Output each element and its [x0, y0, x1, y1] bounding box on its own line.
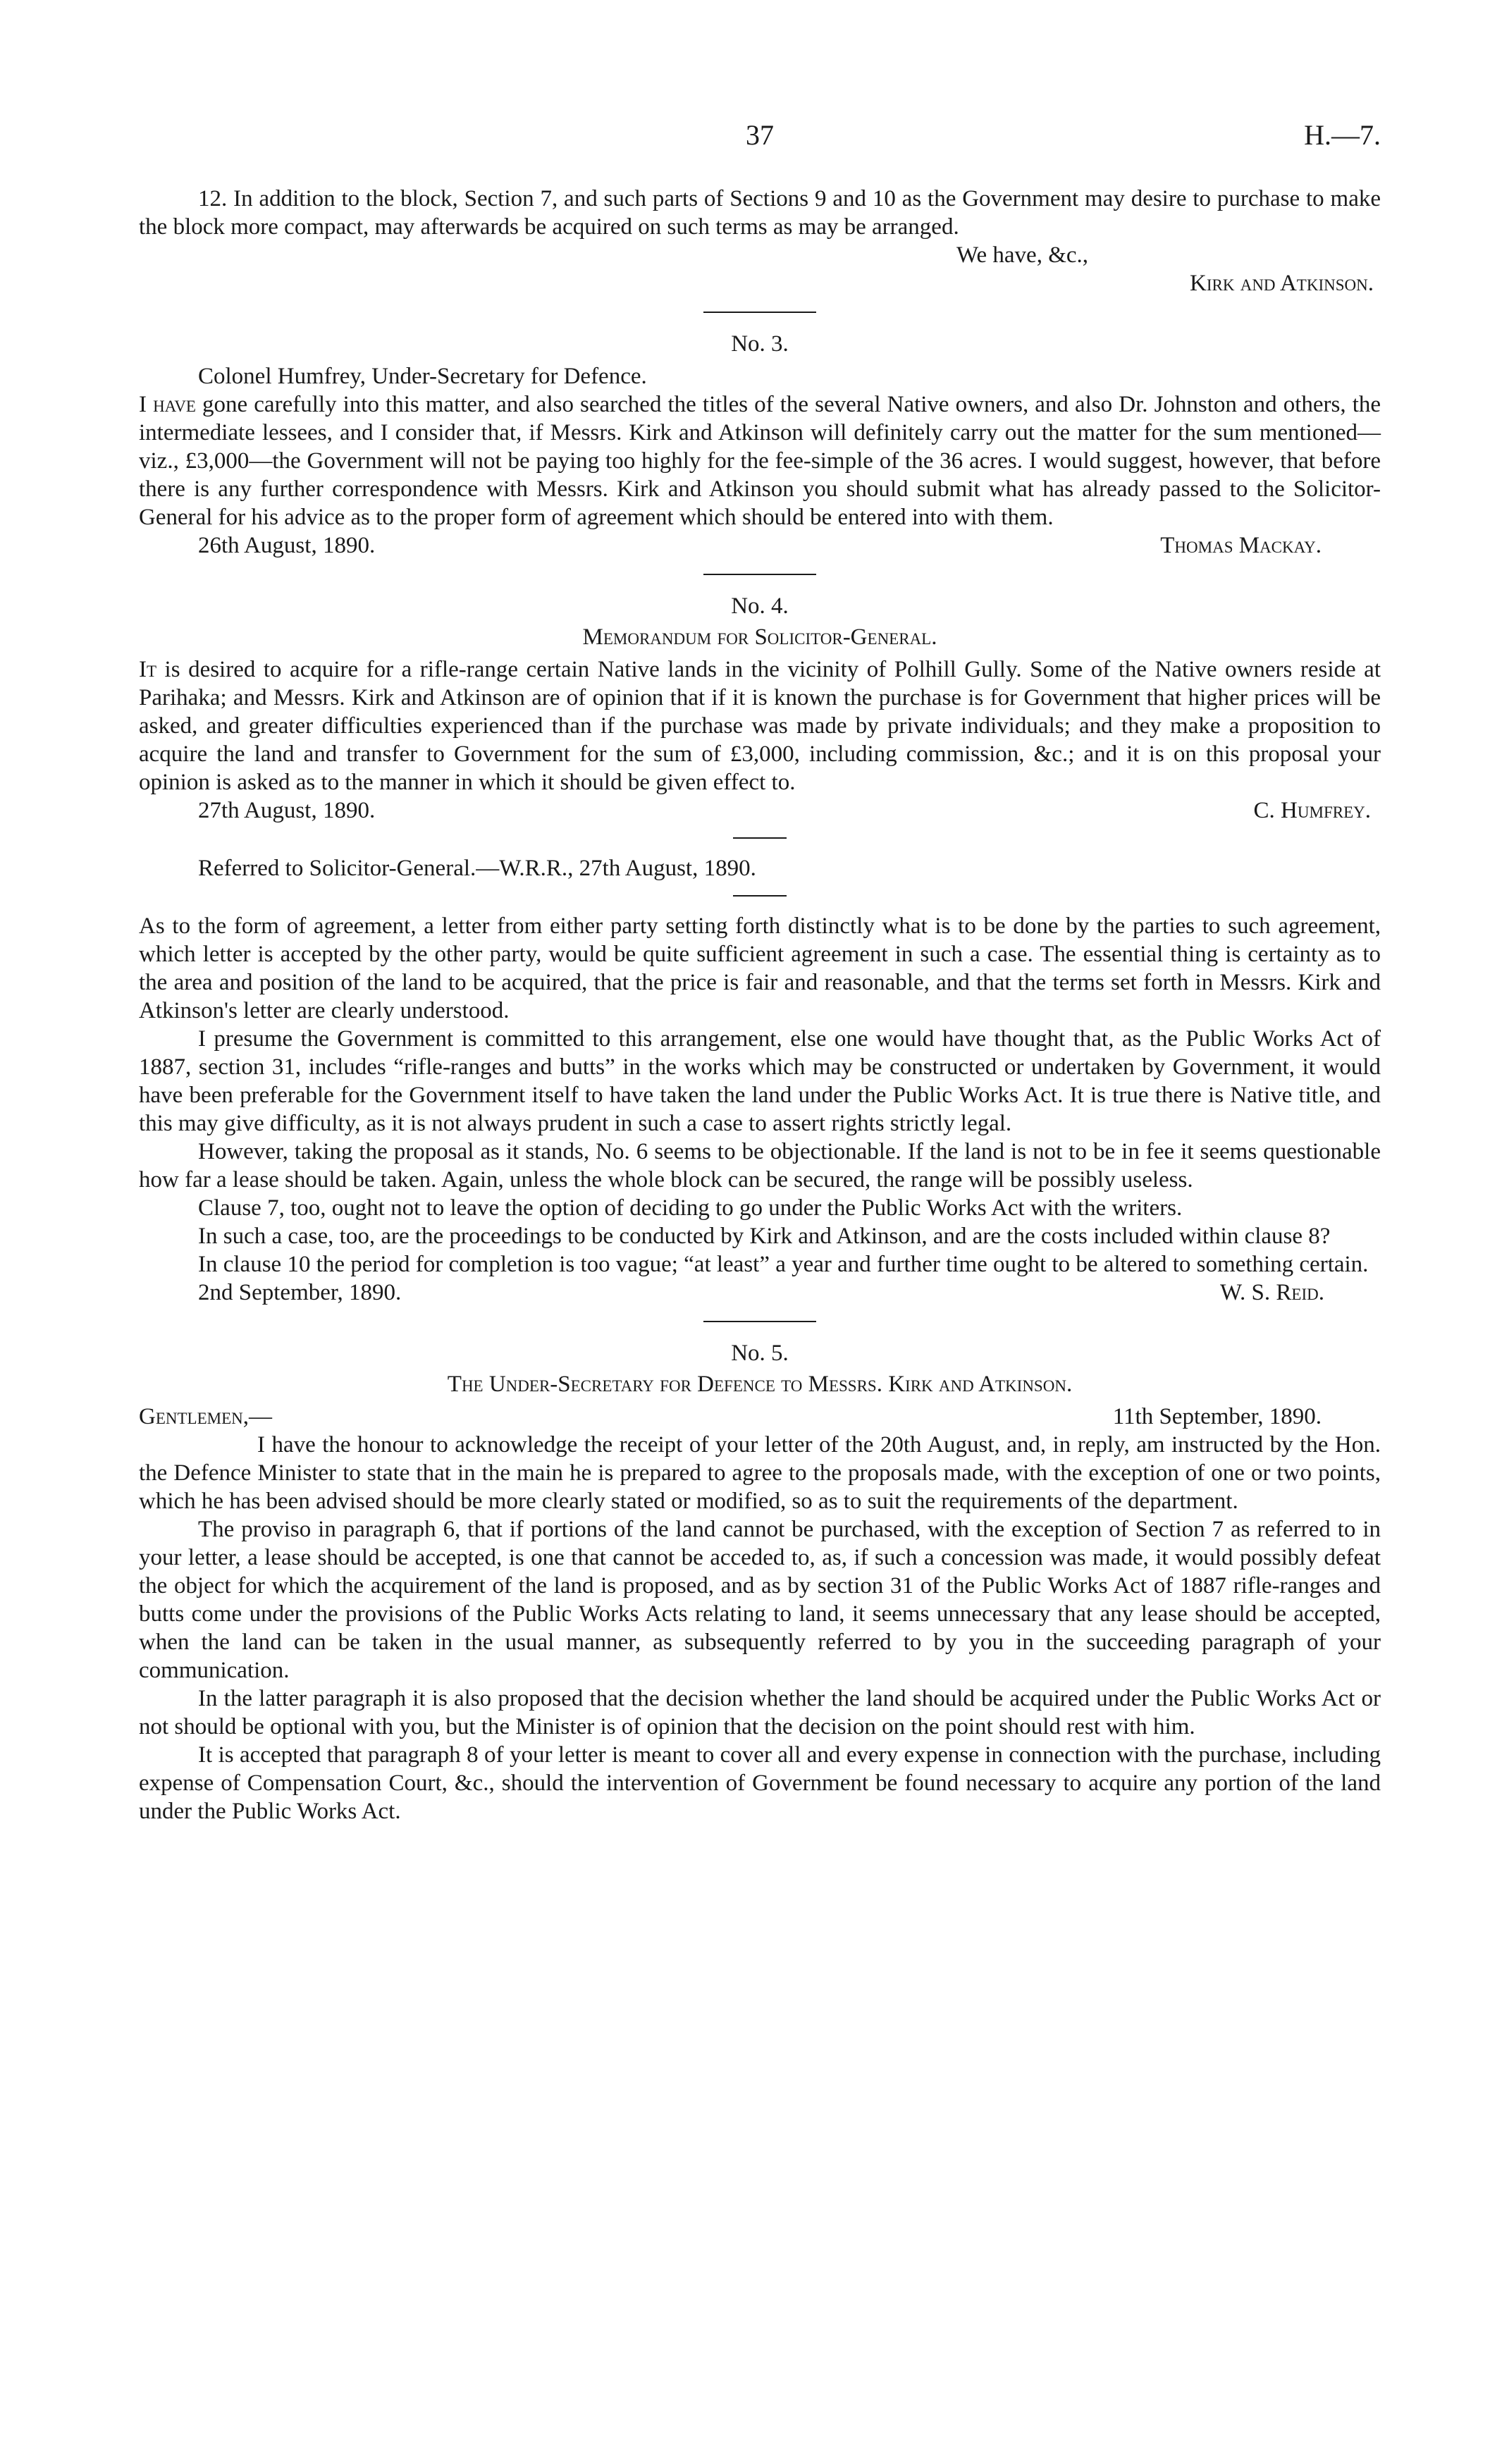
- no4-title: Memorandum for Solicitor-General.: [582, 624, 937, 650]
- no4-signature: C. Humfrey.: [1253, 798, 1371, 823]
- page-number: 37: [746, 119, 774, 151]
- opinion-paragraph: I presume the Government is committed to this arrangement, else one would have thought that, as the Public Works Act of 1887, section 31, includes “rifle-ranges and butts” in the works which may be constructed or undertaken by Government, it would have been preferable for the Government itself to have taken the land under the Public Works Act. It is true there is Native title, and this may give difficulty, as it is not always prudent in such a case to assert rights strictly legal.: [139, 1026, 1381, 1136]
- section-divider: [703, 312, 816, 313]
- page-header: [139, 118, 1381, 154]
- no3-body: [139, 390, 1381, 531]
- no3-signoff: [139, 531, 1381, 560]
- no3-date: 26th August, 1890.: [198, 533, 376, 558]
- no3-text: gone carefully into this matter, and also searched the titles of the several Native owners, and also Dr. Johnston and others, the intermediate lessees, and I consider that, if Messrs. Kirk and Atkinson will definitely carry out the matter for the sum mentioned—viz., £3,000—the Government will not be paying too highly for the fee-simple of the 36 acres. I would suggest, however, that before there is any further correspondence with Messrs. Kirk and Atkinson you should submit what has already passed to the Solicitor-General for his advice as to the proper form of agreement which should be entered into with them.: [139, 392, 1381, 530]
- paragraph-12: 12. In addition to the block, Section 7, and such parts of Sections 9 and 10 as the Government may desire to purchase to make the block more compact, may afterwards be acquired on such terms as may be arranged.: [139, 186, 1381, 240]
- no3-addressee: Colonel Humfrey, Under-Secretary for Defence.: [198, 364, 647, 389]
- no3-lead: I have: [139, 392, 196, 417]
- no5-date: 11th September, 1890.: [1112, 1404, 1322, 1429]
- no5-salutation-row: [139, 1403, 1381, 1431]
- no3-signature: Thomas Mackay.: [1160, 533, 1322, 558]
- opinion-signoff: [139, 1279, 1381, 1307]
- page-content: [139, 185, 1381, 1825]
- minor-divider: [733, 837, 787, 839]
- no4-date: 27th August, 1890.: [198, 798, 376, 823]
- no4-body: [139, 655, 1381, 796]
- no4-signoff: [139, 796, 1381, 825]
- no5-heading: No. 5.: [731, 1341, 789, 1366]
- section-divider: [703, 1321, 816, 1322]
- no5-title: The Under-Secretary for Defence to Messrs. Kirk and Atkinson.: [447, 1372, 1073, 1397]
- section-divider: [703, 574, 816, 575]
- minor-divider: [733, 895, 787, 897]
- letter-paragraph: The proviso in paragraph 6, that if portions of the land cannot be purchased, with the exception of Section 7 as referred to in your letter, a lease should be accepted, is one that cannot be acceded to, as, if such a concession was made, it would possibly defeat the object for which the acquirement of the land is proposed, and as by section 31 of the Public Works Act of 1887 rifle-ranges and butts come under the provisions of the Public Works Acts relating to land, it seems unnecessary that any lease should be accepted, when the land can be taken in the usual manner, as subsequently referred to by you in the succeeding paragraph of your communication.: [139, 1517, 1381, 1683]
- letter-paragraph: It is accepted that paragraph 8 of your letter is meant to cover all and every expense in connection with the purchase, including expense of Compensation Court, &c., should the intervention of Government be found necessary to acquire any portion of the land under the Public Works Act.: [139, 1742, 1381, 1824]
- letter-paragraph: I have the honour to acknowledge the receipt of your letter of the 20th August, and, in reply, am instructed by the Hon. the Defence Minister to state that in the main he is prepared to agree to the proposals made, with the exception of one or two points, which he has been advised should be more clearly stated or modified, so as to suit the requirements of the department.: [139, 1432, 1381, 1514]
- no4-heading: No. 4.: [731, 593, 789, 619]
- opinion-paragraph: As to the form of agreement, a letter from either party setting forth distinctly what is to be done by the parties to such agreement, which letter is accepted by the other party, would be quite sufficient agreement in such a case. The essential thing is certainty as to the area and position of the land to be acquired, that the price is fair and reasonable, and that the terms set forth in Messrs. Kirk and Atkinson's letter are clearly understood.: [139, 913, 1381, 1023]
- opinion-paragraph: In clause 10 the period for completion is too vague; “at least” a year and further time ought to be altered to something certain.: [198, 1252, 1369, 1277]
- no4-lead: It: [139, 657, 157, 682]
- no3-heading: No. 3.: [731, 331, 789, 357]
- no4-text: is desired to acquire for a rifle-range certain Native lands in the vicinity of Polhill Gully. Some of the Native owners reside at Parihaka; and Messrs. Kirk and Atkinson are of opinion that if it is known the purchase is for Government that higher prices will be asked, and greater difficulties experienced than if the purchase was made by private individuals; and they make a proposition to acquire the land and transfer to Government for the sum of £3,000, including commission, &c.; and it is on this proposal your opinion is asked as to the manner in which it should be given effect to.: [139, 657, 1381, 795]
- no5-salutation: Gentlemen,—: [139, 1404, 272, 1429]
- opinion-date: 2nd September, 1890.: [198, 1280, 402, 1305]
- opinion-paragraph: However, taking the proposal as it stands, No. 6 seems to be objectionable. If the land is not to be in fee it seems questionable how far a lease should be taken. Again, unless the whole block can be secured, the range will be possibly useless.: [139, 1139, 1381, 1193]
- closing: We have, &c.,: [956, 242, 1089, 268]
- opinion-signature: W. S. Reid.: [1219, 1280, 1324, 1305]
- opinion-paragraph: Clause 7, too, ought not to leave the option of deciding to go under the Public Works Act with the writers.: [198, 1195, 1183, 1221]
- document-reference: H.—7.: [1304, 119, 1381, 151]
- letter-paragraph: In the latter paragraph it is also proposed that the decision whether the land should be acquired under the Public Works Act or not should be optional with you, but the Minister is of opinion that the decision on the point should rest with him.: [139, 1686, 1381, 1739]
- opinion-paragraph: In such a case, too, are the proceedings to be conducted by Kirk and Atkinson, and are the costs included within clause 8?: [198, 1224, 1331, 1249]
- no4-referred: Referred to Solicitor-General.—W.R.R., 27th August, 1890.: [198, 856, 756, 881]
- signature-kirk-atkinson: Kirk and Atkinson.: [1190, 271, 1374, 296]
